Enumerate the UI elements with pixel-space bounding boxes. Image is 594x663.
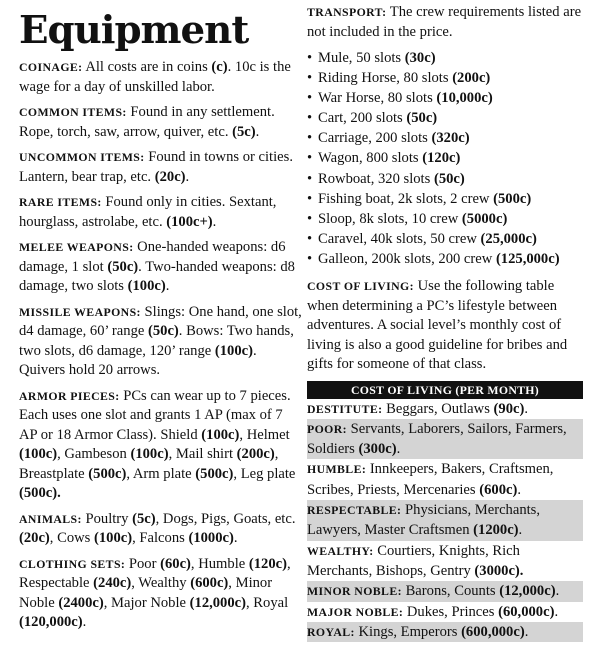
table-row [307,500,583,541]
coinage-text: . 10c is the wage for a day of unskilled labor. [19,59,291,95]
rare-heading: RARE ITEMS: [19,195,102,209]
uncommon-price: (20c) [154,168,186,185]
common-text: Found in any settlement. Rope, torch, saw, arrow, quiver, etc. [19,104,275,140]
transport-item-text: Galleon, 200k slots, 200 crew [318,250,496,267]
transport-item [307,48,585,68]
missile-text: . Bows: Two hands, two slots, d6 damage, 120’ range [19,323,294,359]
transport-item-text: Fishing boat, 2k slots, 2 crew [318,190,494,207]
transport-item-price: (10,000c) [436,90,493,107]
uncommon-text: . [185,168,190,185]
animals-section [19,510,302,549]
uncommon-section [19,148,302,187]
left-sections [19,58,302,633]
row-tail: . [524,400,528,417]
cost-of-living-heading: COST OF LIVING: [307,279,414,294]
row-desc: Innkeepers, Bakers, Craftsmen, Scribes, Priests, Mercenaries [307,461,554,498]
table-rows [307,399,583,643]
transport-item-text: Rowboat, 320 slots [318,170,434,187]
clothing-text: , Royal [246,594,289,611]
clothing-price: (600c) [190,575,229,591]
transport-item-text: Carriage, 200 slots [318,130,432,147]
transport-item-price: (30c) [404,50,436,66]
row-level: RESPECTABLE: [307,503,402,518]
transport-heading: TRANSPORT: [307,5,387,19]
animals-text: Poultry [81,510,133,527]
armor-price: (100c) [201,426,240,443]
rare-text: . [212,213,217,230]
transport-list [307,48,585,269]
clothing-text: , Wealthy [131,575,191,591]
row-tail: . [554,603,559,620]
row-desc: Kings, Emperors [354,623,462,640]
armor-price: (100c) [19,446,58,462]
row-level: POOR: [307,421,348,436]
animals-heading: ANIMALS: [19,511,82,526]
row-cost: (300c) [358,441,397,458]
table-header: COST OF LIVING (PER MONTH) [307,381,583,399]
clothing-text: , Major Noble [103,594,190,611]
armor-text: , Gambeson [57,446,131,462]
row-cost: (600c) [479,481,518,498]
transport-item-text: Caravel, 40k slots, 50 crew [318,230,481,247]
animals-price: (1000c) [188,530,234,546]
right-column [307,3,585,642]
transport-item-price: (25,000c) [480,230,537,247]
coinage-heading: COINAGE: [19,60,83,74]
transport-item [307,128,585,148]
clothing-price: (12,000c) [189,594,246,611]
rare-price: (100c+) [166,213,213,230]
animals-text: , Cows [49,530,94,546]
common-section [19,103,302,142]
transport-item-price: (200c) [452,70,491,87]
transport-item-price: (500c) [493,190,532,207]
clothing-price: (60c) [160,555,191,572]
clothing-price: (120,000c) [19,614,83,630]
melee-price: (50c) [107,258,139,275]
transport-item-price: (50c) [433,170,465,187]
row-level: ROYAL: [307,624,355,639]
animals-text: , Falcons [132,530,189,546]
transport-item-text: Mule, 50 slots [318,50,405,66]
transport-item-text: War Horse, 80 slots [318,90,437,107]
common-text: . [255,123,260,140]
transport-item-text: Cart, 200 slots [318,110,407,127]
missile-text: Slings: One hand, one slot, d4 damage, 60’ range [19,303,302,339]
cost-of-living-text: Use the following table when determining a PC’s lifestyle between adventures. A social level’s monthly cost of living is also a good guideline for bribes and gifts for someone of that class. [307,278,568,373]
melee-section [19,238,302,297]
transport-item [307,189,585,209]
clothing-price: (120c) [248,555,287,572]
row-desc: Physicians, Merchants, Lawyers, Master Craftsmen [307,502,541,539]
transport-item [307,88,585,108]
row-level: WEALTHY: [307,543,374,558]
missile-section [19,303,302,381]
row-level: DESTITUTE: [307,401,383,416]
clothing-heading: CLOTHING SETS: [19,556,126,571]
table-row [307,419,583,460]
table-row [307,459,583,500]
armor-heading: ARMOR PIECES: [19,388,120,403]
transport-item-text: Riding Horse, 80 slots [318,70,453,87]
table-row [307,399,583,419]
animals-text: . [233,530,238,546]
transport-text: The crew requirements listed are not included in the price. [307,4,582,40]
transport-item-text: Wagon, 800 slots [318,150,423,167]
transport-item [307,249,585,269]
armor-price: (500c) [88,465,127,482]
animals-text: , Dogs, Pigs, Goats, etc. [155,510,296,527]
row-tail: . [396,441,401,458]
clothing-price: (240c) [93,575,132,591]
clothing-price: (2400c) [58,594,104,611]
armor-text: , Helmet [239,426,290,443]
row-cost: (1200c) [473,522,519,539]
row-cost: (3000c). [474,562,524,579]
row-level: MAJOR NOBLE: [307,604,404,619]
row-tail: . [524,623,529,640]
clothing-text: , Minor Noble [19,575,273,611]
common-price: (5c) [232,123,256,140]
transport-section [307,3,585,42]
animals-price: (5c) [132,510,156,527]
clothing-text: , Humble [190,555,249,572]
row-desc: Dukes, Princes [403,603,499,620]
coinage-section [19,58,302,97]
table-row [307,602,583,622]
left-column [19,0,302,639]
table-row [307,622,583,642]
row-level: MINOR NOBLE: [307,584,402,599]
clothing-text: Poor [125,555,161,572]
uncommon-heading: UNCOMMON ITEMS: [19,150,145,164]
transport-item-price: (120c) [422,150,461,167]
melee-text: One-handed weapons: d6 damage, 1 slot [19,239,286,275]
melee-price: (100c) [127,278,166,294]
missile-heading: MISSILE WEAPONS: [19,304,141,319]
missile-text: . Quivers hold 20 arrows. [19,342,257,378]
clothing-text: . [82,614,87,630]
melee-heading: MELEE WEAPONS: [19,240,134,254]
transport-item [307,68,585,88]
armor-price: (200c) [236,446,275,462]
transport-item-price: (320c) [431,130,470,147]
armor-price: (500c) [195,465,234,482]
rare-section [19,193,302,232]
animals-price: (20c) [19,530,50,546]
transport-item [307,108,585,128]
armor-text: , Breastplate [19,446,279,482]
transport-item [307,148,585,168]
transport-item [307,229,585,249]
row-desc: Beggars, Outlaws [382,400,494,417]
row-desc: Servants, Laborers, Sailors, Farmers, Soldiers [307,420,567,458]
row-cost: (60,000c) [498,603,555,620]
transport-item-price: (125,000c) [495,250,560,267]
cost-of-living-table [307,381,583,643]
page-title: Equipment [19,7,249,52]
row-level: HUMBLE: [307,462,367,477]
row-tail: . [518,522,523,539]
missile-price: (50c) [148,323,179,339]
armor-text: , Arm plate [126,465,196,482]
coinage-text: All costs are in coins [82,59,212,75]
armor-text: , Leg plate [233,465,296,482]
row-cost: (12,000c) [499,583,556,600]
armor-text: PCs can wear up to 7 pieces. Each uses one slot and grants 1 AP (max of 7 AP or 18 Armor Class). Shield [19,387,291,443]
transport-item-text: Sloop, 8k slots, 10 crew [318,210,462,227]
melee-text: . Two-handed weapons: d8 damage, two slots [19,258,295,294]
transport-item [307,169,585,189]
clothing-section [19,555,302,633]
table-row [307,581,583,601]
transport-item [307,209,585,229]
armor-section [19,387,302,504]
rare-text: Found only in cities. Sextant, hourglass, astrolabe, etc. [19,194,277,230]
armor-price: (500c). [19,485,61,501]
row-tail: . [517,481,521,498]
uncommon-text: Found in towns or cities. Lantern, bear trap, etc. [19,149,293,185]
missile-price: (100c) [214,342,253,359]
row-desc: Barons, Counts [401,583,500,600]
row-desc: Courtiers, Knights, Rich Merchants, Bishops, Gentry [307,542,520,579]
row-cost: (90c) [493,400,525,417]
armor-price: (100c) [130,446,169,462]
coinage-price: (c) [211,59,228,75]
melee-text: . [165,278,170,294]
table-row [307,541,583,582]
cost-of-living-section [307,277,585,375]
transport-item-price: (5000c) [461,210,508,227]
clothing-text: , Respectable [19,555,291,591]
transport-item-price: (50c) [406,110,438,127]
animals-price: (100c) [94,530,133,546]
armor-text: , Mail shirt [168,446,237,462]
row-cost: (600,000c) [461,623,525,640]
row-tail: . [555,583,560,600]
common-heading: COMMON ITEMS: [19,105,127,119]
